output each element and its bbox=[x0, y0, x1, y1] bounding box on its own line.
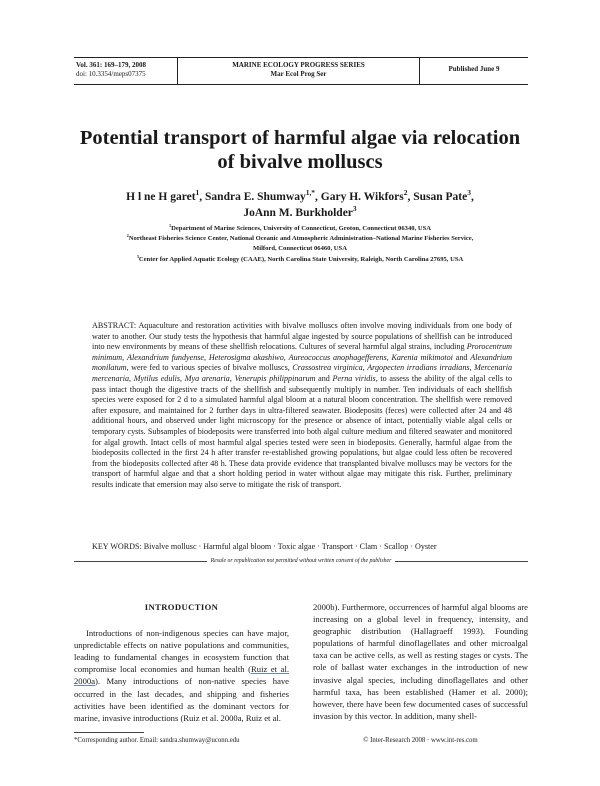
author-5-affil: 3 bbox=[352, 204, 357, 214]
species-name: Venerupis philippinarum bbox=[234, 373, 316, 383]
abstract-text: and bbox=[452, 352, 471, 362]
species-name: Mya arenaria bbox=[184, 373, 230, 383]
author-list: H l ne H garet$^1$, Sandra E. Shumway$^{1,*}$, Gary H. Wikfors$^2$, Susan Pate$^3$, JoAnn M. Burkholder$^3$ bbox=[126, 188, 474, 219]
intro-text: Introductions of non-indigenous species can have major, unpredictable effects on native populations and communities, leading to fundamental changes in ecosystem function that compromise local economies and human health ( bbox=[74, 628, 289, 675]
affil-number: 3 bbox=[136, 253, 139, 259]
affil-text: Department of Marine Sciences, University of Connecticut, Groton, Connecticut 06340, USA bbox=[171, 225, 432, 232]
resale-notice bbox=[74, 557, 528, 565]
author-5: JoAnn M. Burkholder bbox=[243, 207, 353, 219]
species-name: Alexandrium fundyense bbox=[127, 352, 204, 362]
abstract-text: , bbox=[129, 373, 134, 383]
intro-paragraph-cont: 2000b). Furthermore, occurrences of harmful algal blooms are increasing on a global level in frequency, intensity, and geographic distribution (Hallagraeff 1993). Founding populations of harmful dinoflagellates and other microalgal taxa can be active cells, as well as resting stages or cysts. The role of ballast water exchanges in the introduction of new invasive algal species, including dinoflagellates and other harmful taxa, has been established (Hamer et al. 2000); however, there have been few documented cases of successful invasion by this vector. In addition, many shell- bbox=[313, 602, 528, 721]
paper-title bbox=[60, 126, 540, 174]
footnote-rule bbox=[74, 732, 144, 733]
abstract-text: , bbox=[362, 363, 368, 373]
abstract-text: , bbox=[180, 373, 185, 383]
author-3: Gary H. Wikfors bbox=[320, 191, 404, 203]
title-line-2: of bivalve molluscs bbox=[217, 151, 383, 173]
affiliation-2-cont: Milford, Connecticut 06460, USA bbox=[253, 245, 347, 252]
left-column bbox=[74, 601, 289, 724]
species-name: Heterosigma akashiwo bbox=[208, 352, 284, 362]
journal-header bbox=[74, 57, 528, 85]
title-line-1: Potential transport of harmful algae via relocation bbox=[79, 127, 521, 149]
published-date: Published June 9 bbox=[448, 65, 500, 73]
affiliation-1 bbox=[62, 224, 538, 234]
abstract-text: , bbox=[469, 363, 475, 373]
intro-paragraph bbox=[74, 627, 289, 724]
species-name: Mercenaria mercenaria bbox=[92, 363, 513, 383]
author-2-affil: 1,* bbox=[305, 188, 316, 198]
species-name: Aureococcus anophagefferens bbox=[288, 352, 387, 362]
volume-info: Vol. 361: 169–179, 2008 bbox=[76, 61, 146, 69]
species-name: Prorocentrum minimum bbox=[92, 342, 512, 362]
author-2: Sandra E. Shumway bbox=[205, 191, 306, 203]
author-4-affil: 3 bbox=[467, 188, 471, 198]
abstract-text: , were fed to various species of bivalve molluscs, bbox=[126, 363, 293, 373]
author-4: Susan Pate bbox=[413, 191, 468, 203]
journal-name: MARINE ECOLOGY PROGRESS SERIES bbox=[232, 61, 365, 69]
right-column bbox=[313, 601, 528, 722]
journal-cell bbox=[178, 58, 420, 84]
species-name: Crassostrea virginica bbox=[292, 363, 363, 373]
species-name: Mytilus edulis bbox=[133, 373, 181, 383]
species-name: Perna viridis bbox=[332, 373, 376, 383]
abstract-text: , bbox=[122, 352, 127, 362]
resale-text: Resale or republication not permitted without written consent of the publisher bbox=[207, 558, 396, 564]
doi: doi: 10.3354/meps07375 bbox=[76, 70, 146, 78]
species-name: Karenia mikimotoi bbox=[391, 352, 453, 362]
section-heading: INTRODUCTION bbox=[144, 602, 219, 612]
citation-link[interactable]: Ruiz et al. 2000a bbox=[74, 664, 289, 687]
journal-abbr: Mar Ecol Prog Ser bbox=[270, 70, 327, 78]
abstract-text: , bbox=[283, 352, 289, 362]
species-name: Alexandrium monilatum bbox=[92, 352, 513, 373]
intro-text: ). Many introductions of non-native species have occurred in the last decades, and shipping and fisheries activities have been identified as the dominant vectors for marine, invasive introductions (Ruiz et al. 2000a, Ruiz et al. bbox=[74, 676, 289, 723]
affil-text: Center for Applied Aquatic Ecology (CAAE), North Carolina State University, Raleigh, North Carolina 27695, USA bbox=[138, 256, 464, 263]
author-1: H l ne H garet bbox=[126, 191, 196, 203]
keywords: KEY WORDS: Bivalve mollusc · Harmful algal bloom · Toxic algae · Transport · Clam · Scallop · Oyster bbox=[92, 542, 437, 551]
author-1-affil: 1 bbox=[195, 188, 200, 198]
affiliation-3 bbox=[62, 255, 538, 265]
species-name: Argopecten irradians irradians bbox=[367, 363, 470, 373]
abstract-text: , bbox=[229, 373, 235, 383]
abstract-text: and bbox=[315, 373, 333, 383]
abstract bbox=[92, 321, 512, 491]
affiliation-2 bbox=[62, 234, 538, 244]
abstract-text: ABSTRACT: Aquaculture and restoration activities with bivalve molluscs often involve moving individuals from one body of water to another. Our study tests the hypothesis that harmful algae ingested by source populations of shellfish can be introduced into new environments by means of these shellfish relocations. Cultures of several harmful algal strains, including bbox=[92, 321, 512, 352]
abstract-text: , bbox=[386, 352, 392, 362]
abstract-text: , to assess the ability of the algal cells to pass intact though the digestive tracts of the shellfish and subsequently multiply in number. Ten individuals of each shellfish species were exposed for 2 d to a simulated harmful algal bloom at a natural bloom concentration. The shellfish were removed after exposure, and maintained for 2 further days in ultra-filtered seawater. Biodeposits (feces) were collected after 24 and 48 additional hours, and observed under light microscopy for the presence or absence of intact, potentially viable algal cells or temporary cysts. Subsamples of biodeposits were transferred into both algal culture medium and filtered seawater and monitored for algal growth. Intact cells of most harmful algal species tested were seen in biodeposits. Generally, harmful algae from the biodeposits collected in the first 24 h after transfer re-established growing populations, but algae could less often be recovered from the biodeposits collected after 48 h. These data provide evidence that transplanted bivalve molluscs may be vectors for the transport of harmful algae and that a short holding period in water without algae may mitigate this risk. Further, preliminary results indicate that emersion may also serve to mitigate the risk of transport. bbox=[92, 373, 513, 489]
abstract-text: , bbox=[204, 352, 209, 362]
affil-text: Northeast Fisheries Science Center, National Oceanic and Atmospheric Administration–National Marine Fisheries Service, bbox=[128, 235, 474, 242]
corresponding-author-footnote: *Corresponding author. Email: sandra.shumway@uconn.edu bbox=[74, 737, 240, 744]
author-3-affil: 2 bbox=[403, 188, 408, 198]
affiliations bbox=[62, 224, 538, 265]
affil-number: 2 bbox=[126, 232, 129, 238]
copyright-notice: © Inter-Research 2008 · www.int-res.com bbox=[363, 737, 478, 744]
volume-cell bbox=[74, 58, 178, 84]
affil-number: 1 bbox=[168, 222, 172, 228]
